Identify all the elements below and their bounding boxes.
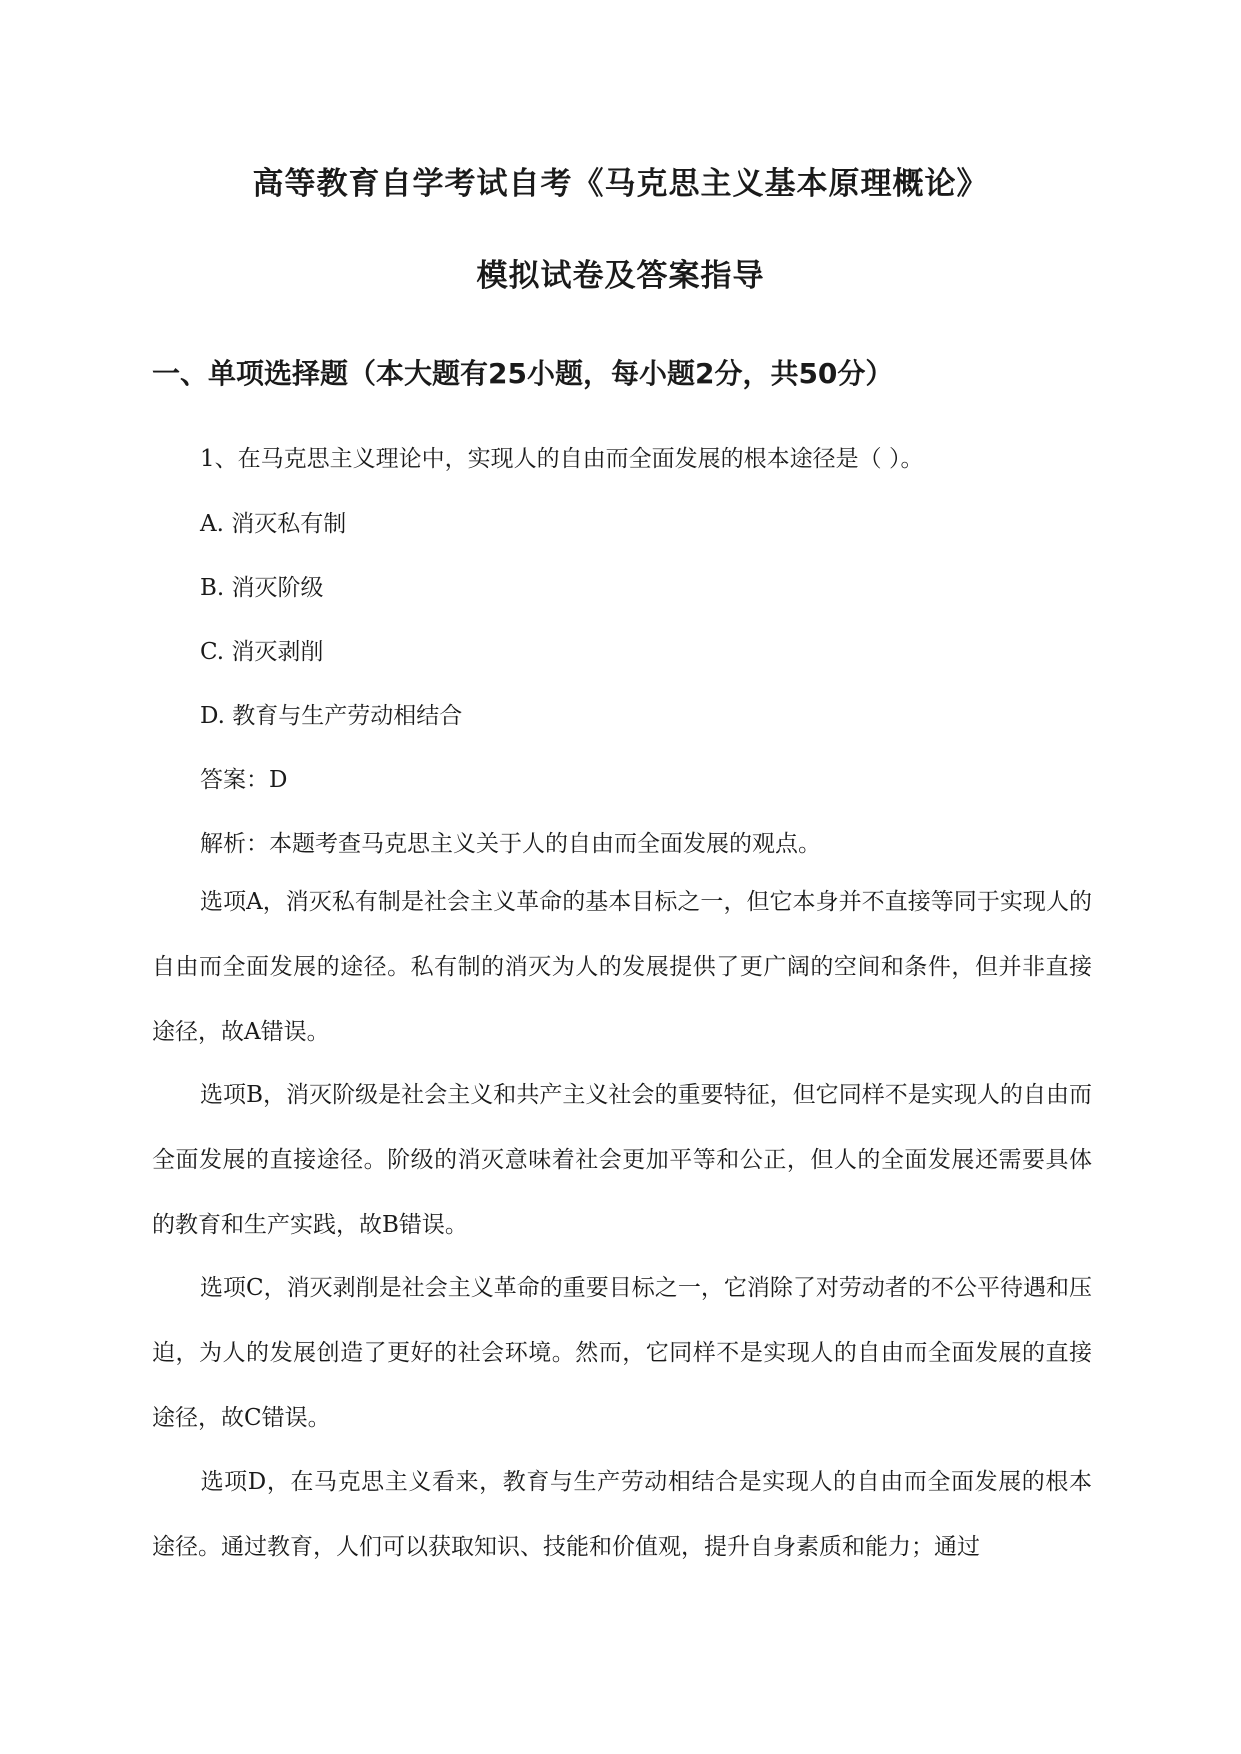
option-d: D. 教育与生产劳动相结合 <box>200 703 463 729</box>
analysis-paragraph-d <box>152 1450 1092 1580</box>
option-c: C. 消灭剥削 <box>200 639 324 665</box>
analysis-paragraph-a-text: 选项A，消灭私有制是社会主义革命的基本目标之一，但它本身并不直接等同于实现人的自由而全面发展的途径。私有制的消灭为人的发展提供了更广阔的空间和条件，但并非直接途径，故A错误。 <box>152 889 1092 1045</box>
document-title-line1: 高等教育自学考试自考《马克思主义基本原理概论》 <box>252 166 989 202</box>
analysis-paragraph-d-text: 选项D，在马克思主义看来，教育与生产劳动相结合是实现人的自由而全面发展的根本途径。通过教育，人们可以获取知识、技能和价值观，提升自身素质和能力；通过 <box>152 1469 1092 1560</box>
analysis-paragraph-c-text: 选项C，消灭剥削是社会主义革命的重要目标之一，它消除了对劳动者的不公平待遇和压迫，为人的发展创造了更好的社会环境。然而，它同样不是实现人的自由而全面发展的直接途径，故C错误。 <box>152 1275 1092 1431</box>
section-heading: 一、单项选择题（本大题有25小题，每小题2分，共50分） <box>152 357 894 390</box>
option-b: B. 消灭阶级 <box>200 575 324 601</box>
analysis-paragraph-c <box>152 1256 1092 1451</box>
analysis-paragraph-b-text: 选项B，消灭阶级是社会主义和共产主义社会的重要特征，但它同样不是实现人的自由而全面发展的直接途径。阶级的消灭意味着社会更加平等和公正，但人的全面发展还需要具体的教育和生产实践，故B错误。 <box>152 1082 1092 1238</box>
analysis-paragraph-b <box>152 1063 1092 1258</box>
analysis-paragraph-a <box>152 870 1092 1065</box>
analysis-intro: 解析：本题考查马克思主义关于人的自由而全面发展的观点。 <box>200 831 821 857</box>
question-stem: 1、在马克思主义理论中，实现人的自由而全面发展的根本途径是（ ）。 <box>200 446 924 472</box>
document-title-line2: 模拟试卷及答案指导 <box>476 258 765 294</box>
option-a: A. 消灭私有制 <box>200 511 347 537</box>
answer-line: 答案：D <box>200 767 288 793</box>
